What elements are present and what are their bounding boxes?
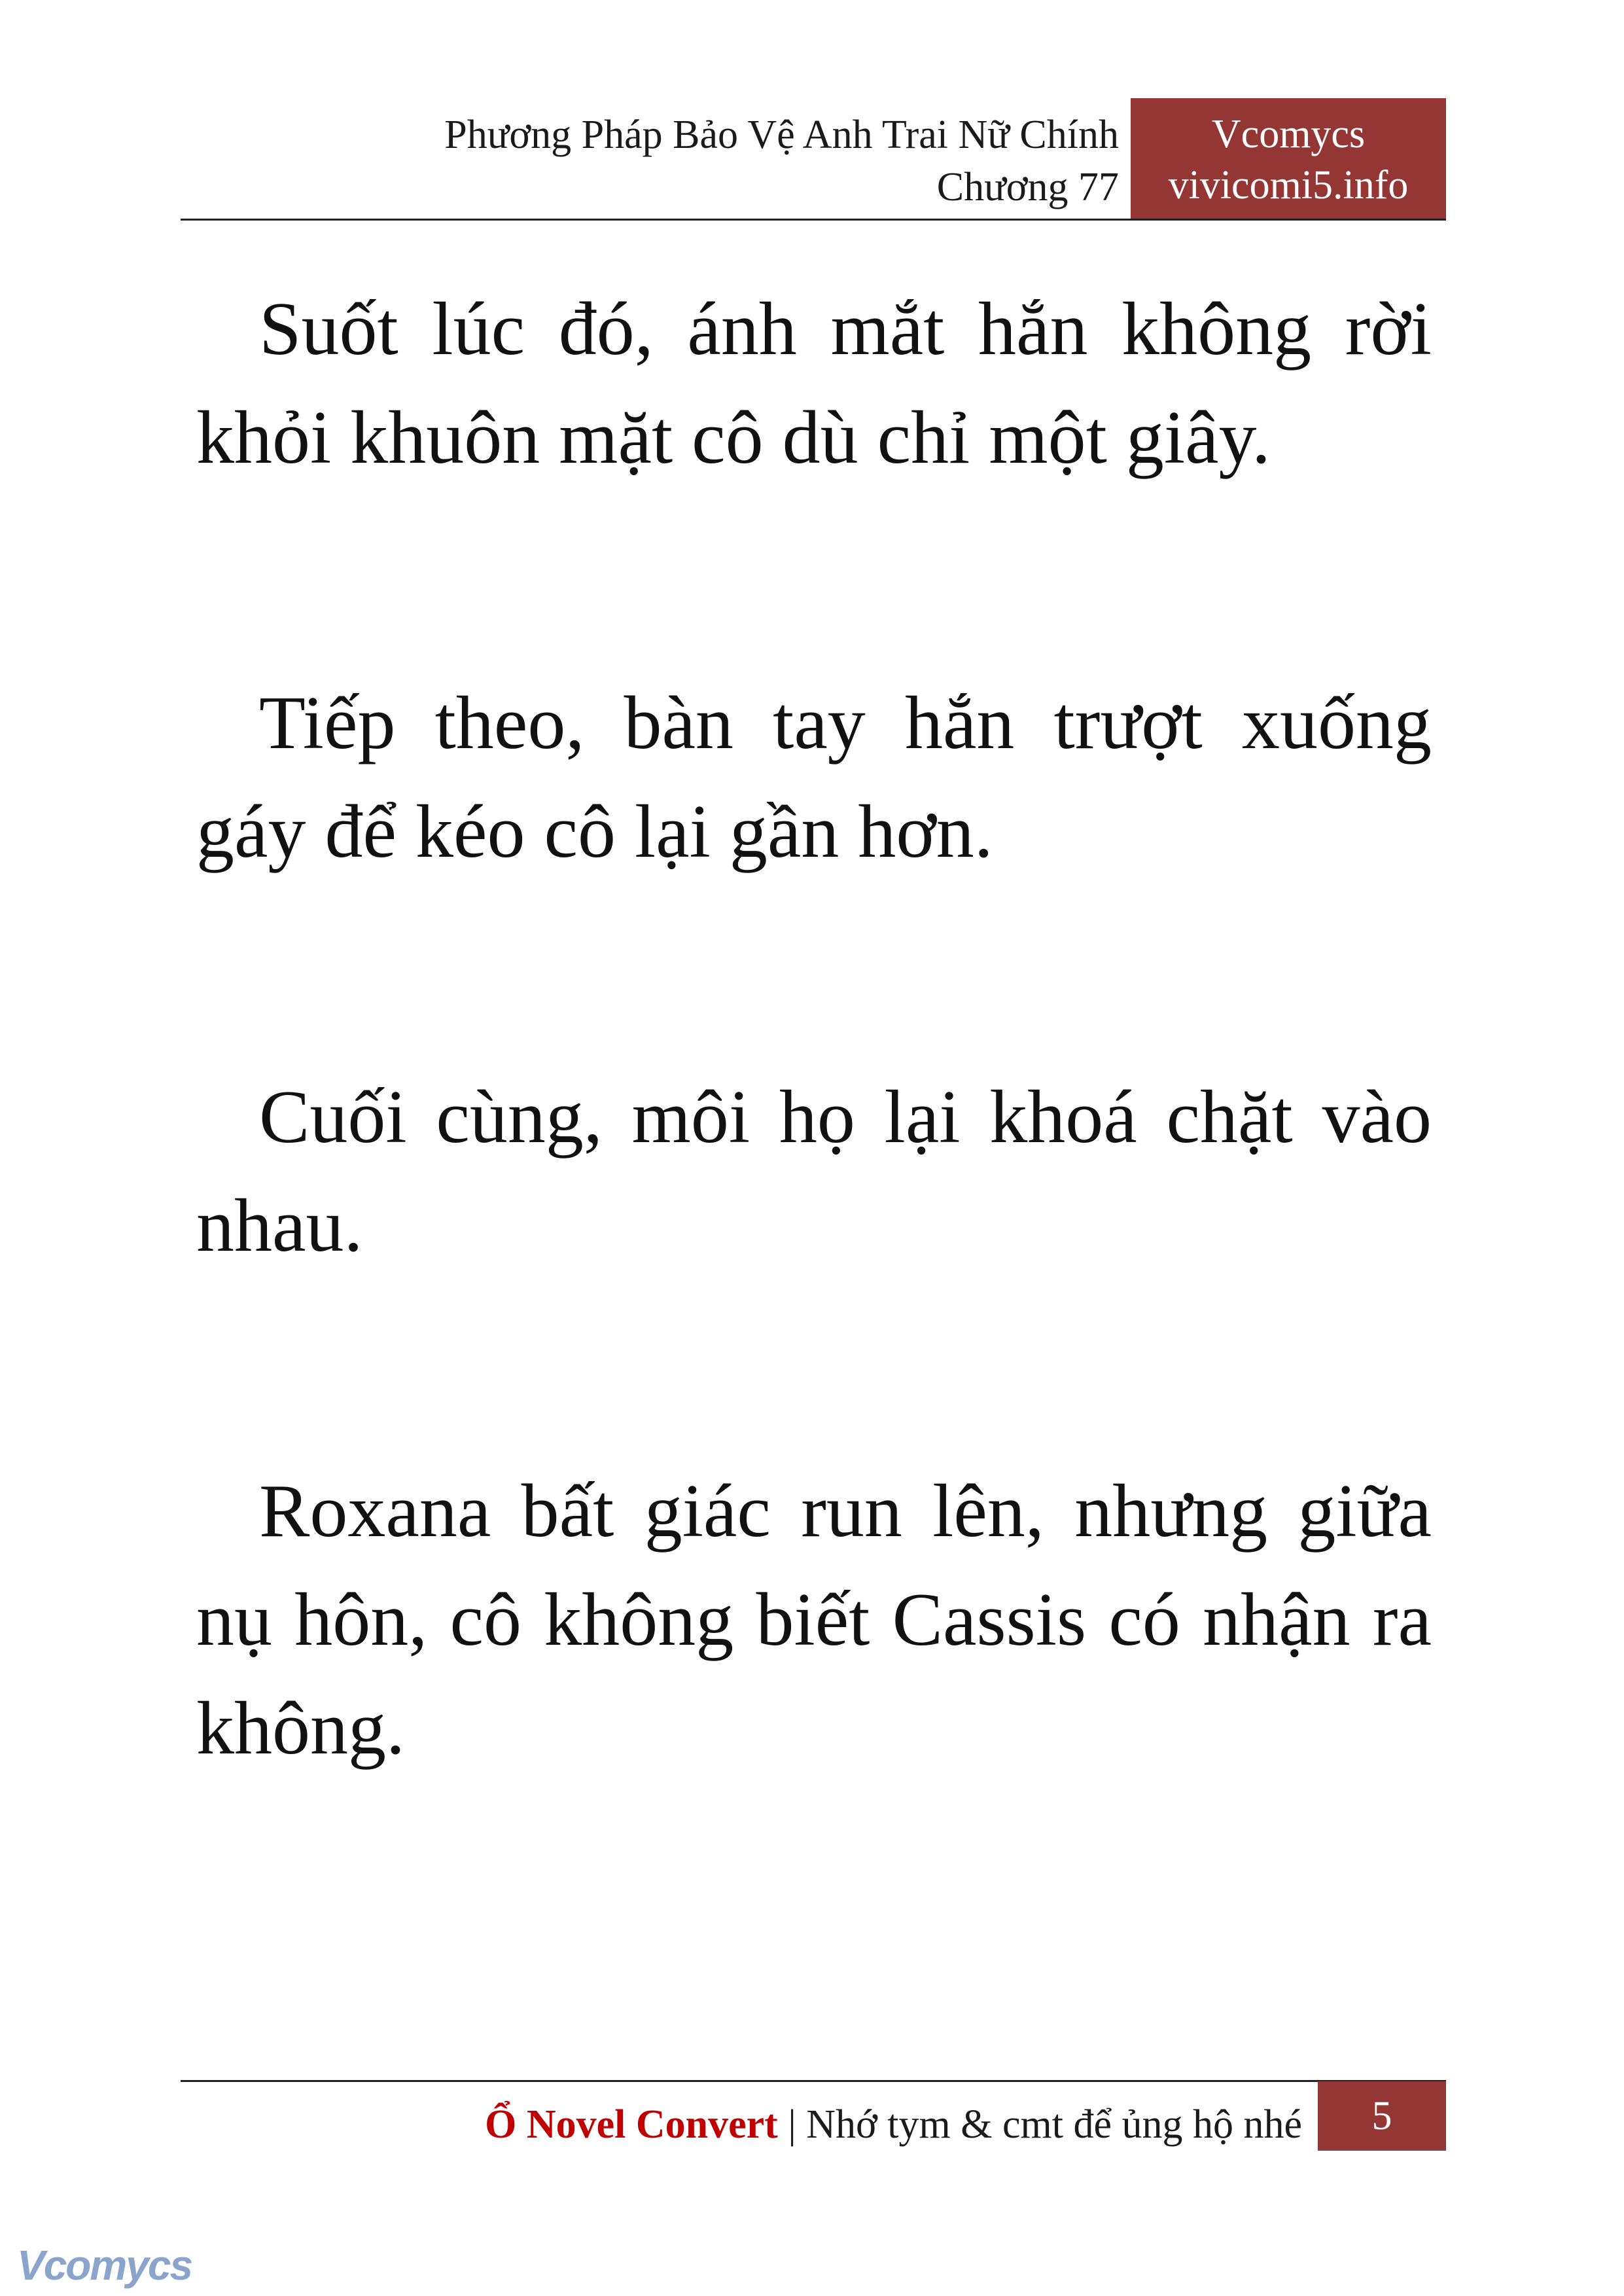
site-url: vivicomi5.info: [1168, 163, 1409, 207]
footer-divider: [181, 2080, 1446, 2082]
paragraph-4: Roxana bất giác run lên, nhưng giữa nụ hôn, cô không biết Cassis có nhận ra không.: [196, 1469, 1432, 1770]
site-badge: [1131, 98, 1446, 220]
footer-message: Nhớ tym & cmt để ủng hộ nhé: [806, 2102, 1302, 2147]
book-title: Phương Pháp Bảo Vệ Anh Trai Nữ Chính: [444, 113, 1119, 157]
footer-separator: |: [788, 2102, 796, 2147]
page-number: 5: [1318, 2081, 1446, 2151]
chapter-label: Chương 77: [936, 165, 1119, 209]
running-header: [262, 109, 1119, 213]
footer-line: [327, 2092, 1302, 2157]
footer-brand: Ổ Novel Convert: [485, 2102, 778, 2147]
header-divider: [181, 219, 1446, 221]
paragraph-2: Tiếp theo, bàn tay hắn trượt xuống gáy để kéo cô lại gần hơn.: [196, 681, 1432, 874]
paragraph-3: Cuối cùng, môi họ lại khoá chặt vào nhau.: [196, 1075, 1432, 1268]
site-name: Vcomycs: [1211, 112, 1366, 156]
watermark-logo: Vcomycs: [17, 2242, 192, 2289]
paragraph-1: Suốt lúc đó, ánh mắt hắn không rời khỏi khuôn mặt cô dù chỉ một giây.: [196, 287, 1432, 480]
